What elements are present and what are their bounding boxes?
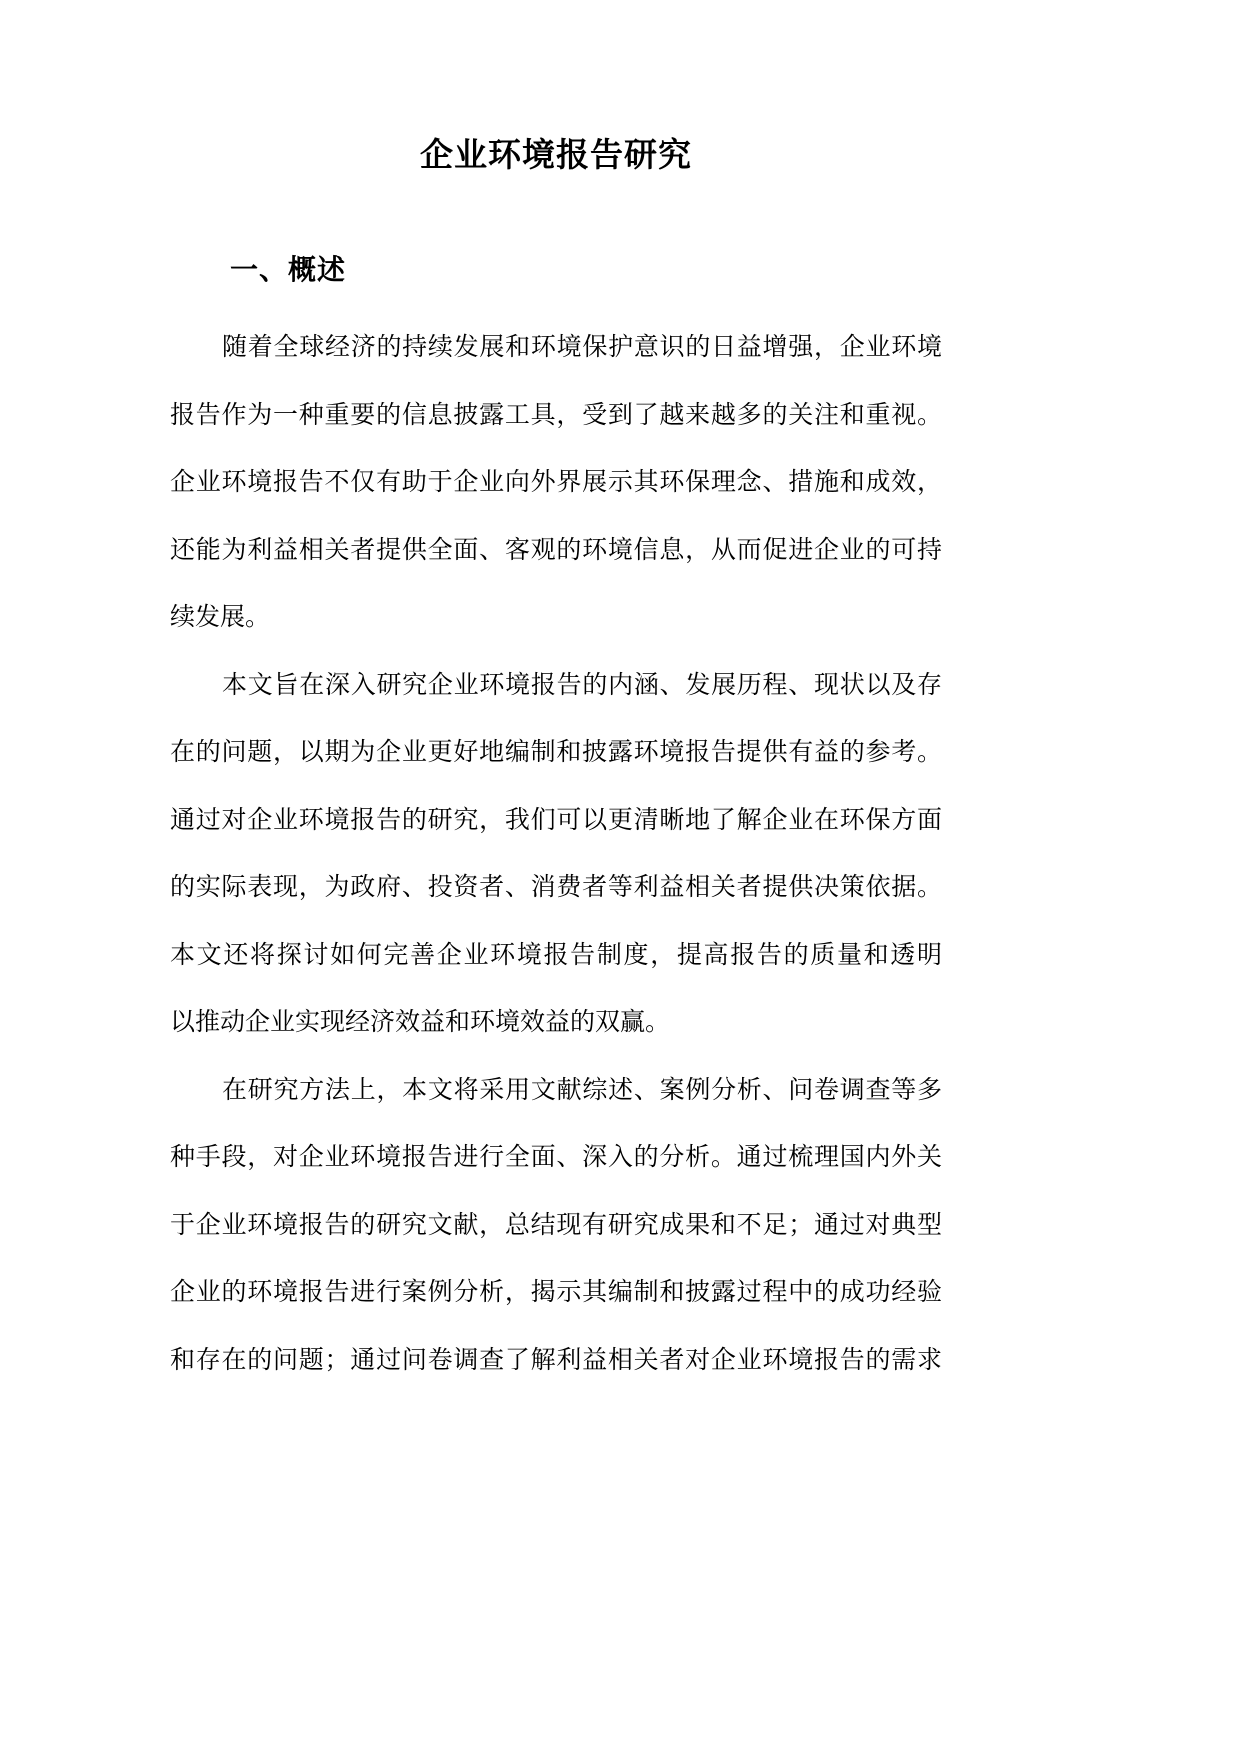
document-body — [170, 313, 942, 1393]
paragraph-line: 报告作为一种重要的信息披露工具，受到了越来越多的关注和重视。 — [170, 399, 942, 429]
section-heading: 一、概述 — [230, 253, 347, 286]
paragraph-line: 在研究方法上，本文将采用文献综述、案例分析、问卷调查等多 — [222, 1074, 942, 1104]
paragraph-line: 通过对企业环境报告的研究，我们可以更清晰地了解企业在环保方面 — [170, 804, 942, 834]
paragraph-2 — [170, 651, 942, 1056]
paragraph-line: 续发展。 — [170, 602, 271, 631]
paragraph-line: 本文旨在深入研究企业环境报告的内涵、发展历程、现状以及存 — [222, 669, 942, 699]
paragraph-line: 企业的环境报告进行案例分析，揭示其编制和披露过程中的成功经验 — [170, 1277, 942, 1306]
paragraph-3 — [170, 1056, 942, 1394]
paragraph-line: 随着全球经济的持续发展和环境保护意识的日益增强，企业环境 — [222, 332, 942, 361]
paragraph-line: 企业环境报告不仅有助于企业向外界展示其环保理念、措施和成效， — [170, 467, 942, 496]
paragraph-line: 于企业环境报告的研究文献，总结现有研究成果和不足；通过对典型 — [170, 1209, 942, 1239]
paragraph-line: 种手段，对企业环境报告进行全面、深入的分析。通过梳理国内外关 — [170, 1142, 942, 1171]
paragraph-line: 还能为利益相关者提供全面、客观的环境信息，从而促进企业的可持 — [170, 534, 942, 564]
paragraph-line: 在的问题，以期为企业更好地编制和披露环境报告提供有益的参考。 — [170, 737, 942, 766]
paragraph-1 — [170, 313, 942, 651]
paragraph-line: 以推动企业实现经济效益和环境效益的双赢。 — [170, 1007, 671, 1036]
paragraph-line: 的实际表现，为政府、投资者、消费者等利益相关者提供决策依据。 — [170, 872, 942, 901]
paragraph-line: 和存在的问题；通过问卷调查了解利益相关者对企业环境报告的需求 — [170, 1344, 942, 1374]
paragraph-line: 本文还将探讨如何完善企业环境报告制度，提高报告的质量和透明 — [170, 939, 942, 969]
document-title: 企业环境报告研究 — [420, 135, 692, 174]
